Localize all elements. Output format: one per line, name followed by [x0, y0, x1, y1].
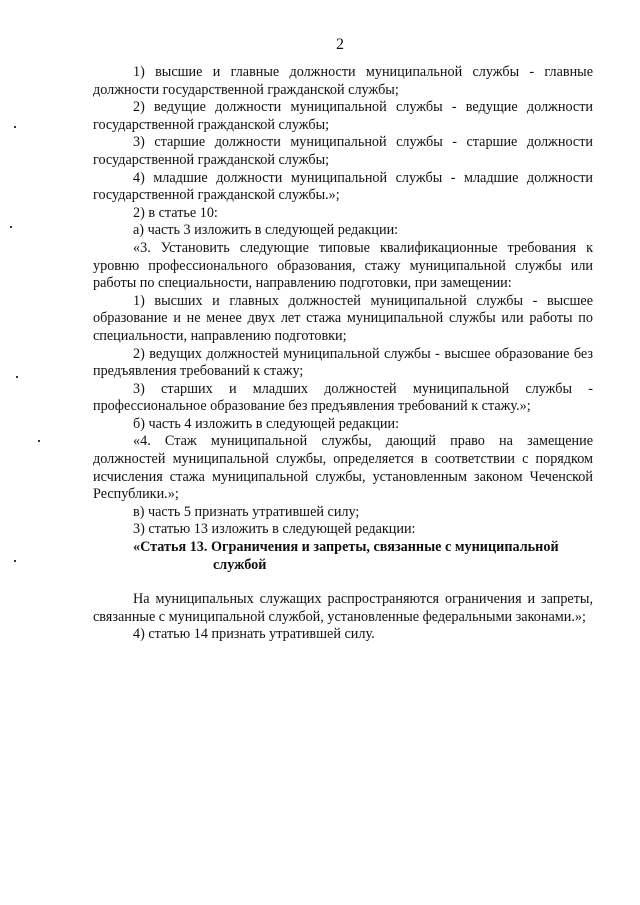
- paragraph: в) часть 5 признать утратившей силу;: [133, 503, 360, 520]
- paragraph: 4) статью 14 признать утратившей силу.: [133, 626, 375, 643]
- paragraph: «3. Установить следующие типовые квалификационные требования к уровню профессионального образования, стажу муниципальной службы или работы по специальности, направлению подготовки, при замещении:: [93, 239, 593, 292]
- paragraph: 3) статью 13 изложить в следующей редакции:: [133, 521, 416, 538]
- paragraph: 3) старших и младших должностей муниципальной службы - профессиональное образование без предъявления требований к стажу.»;: [93, 380, 593, 415]
- paragraph: 1) высших и главных должностей муниципальной службы - высшее образование и не менее двух лет стажа муниципальной службы или работы по специальности, направлению подготовки;: [93, 292, 593, 344]
- paragraph: а) часть 3 изложить в следующей редакции:: [133, 222, 399, 239]
- paragraph: 2) в статье 10:: [133, 204, 218, 221]
- paragraph: На муниципальных служащих распространяются ограничения и запреты, связанные с муниципальной службой, установленные федеральными законами.»;: [93, 591, 593, 625]
- scan-speck: [38, 440, 40, 442]
- paragraph: 2) ведущих должностей муниципальной службы - высшее образование без предъявления требований к стажу;: [93, 345, 593, 380]
- article-heading-prefix: «Статья 13.: [133, 539, 208, 556]
- scan-speck: [16, 376, 18, 378]
- blank-line: [93, 574, 593, 591]
- scan-speck: [14, 560, 16, 562]
- article-heading: [93, 539, 593, 574]
- paragraph: 4) младшие должности муниципальной службы - младшие должности государственной гражданской службы.»;: [93, 169, 593, 204]
- article-heading-title-line2: службой: [213, 556, 267, 573]
- page-number: 2: [336, 36, 344, 53]
- paragraph: 2) ведущие должности муниципальной службы - ведущие должности государственной гражданской службы;: [93, 99, 593, 133]
- document-body: [93, 64, 593, 644]
- scan-speck: [14, 126, 16, 128]
- paragraph: б) часть 4 изложить в следующей редакции:: [133, 415, 400, 432]
- paragraph: «4. Стаж муниципальной службы, дающий право на замещение должностей муниципальной службы, определяется в соответствии с порядком исчисления стажа муниципальной службы, установленным законом Чеченской Республики.»;: [93, 433, 593, 503]
- paragraph: 1) высшие и главные должности муниципальной службы - главные должности государственной гражданской службы;: [93, 64, 593, 98]
- paragraph: 3) старшие должности муниципальной службы - старшие должности государственной гражданской службы;: [93, 134, 593, 168]
- article-heading-title-line1: Ограничения и запреты, связанные с муниципальной: [211, 539, 559, 556]
- scan-speck: [10, 226, 12, 228]
